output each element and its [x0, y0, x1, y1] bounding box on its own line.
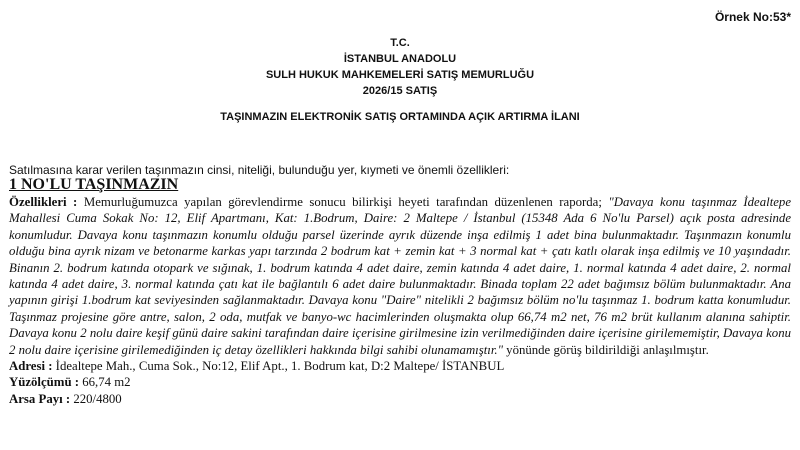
properties-label: Özellikleri : [9, 195, 78, 209]
example-number: Örnek No:53* [714, 10, 791, 24]
intro-text: Satılmasına karar verilen taşınmazın cinsi, niteliği, bulunduğu yer, kıymeti ve önemli özellikleri: [9, 163, 510, 177]
address-line [9, 358, 791, 374]
header-line-case: 2026/15 SATIŞ [362, 85, 438, 97]
area-value: 66,74 m2 [79, 375, 131, 390]
section-title: 1 NO'LU TAŞINMAZIN [9, 176, 179, 193]
properties-lead: Memurluğumuzca yapılan görevlendirme sonucu bilirkişi heyeti tarafından düzenlenen raporda; [77, 195, 609, 209]
document-body [9, 194, 791, 407]
area-line [9, 374, 791, 390]
land-share-line [9, 391, 791, 407]
header-line-istanbul: İSTANBUL ANADOLU [343, 53, 457, 65]
header-line-tc: T.C. [390, 37, 410, 49]
properties-tail: yönünde görüş bildirildiği anlaşılmıştır. [502, 342, 709, 357]
address-label: Adresi : [9, 359, 53, 374]
properties-quote: "Davaya konu taşınmaz İdealtepe Mahallesi Cuma Sokak No: 12, Elif Apartmanı, Kat: 1.Bodrum, Daire: 2 Maltepe / İstanbul (15348 Ada 6 No'lu Parsel) açık posta adresinde konumludur. Davaya konu taşınmazın konumlu olduğu parsel üzerinde ayrık düzende inşa edilmiş 1 adet bina bulunmaktadır. Taşınmazın konumlu olduğu bina ayrık nizam ve betonarme karkas yapı tarzında 2 bodrum kat + zemin kat + 3 normal kat + çatı katlı olarak inşa edilmiş ve 10 yaşındadır. Binanın 2. bodrum katında otopark ve sığınak, 1. bodrum katında 4 adet daire, zemin katında 4 adet daire, 1. normal katında 4 adet daire, 2. normal katında 4 adet daire, 3. normal katında çatı kat ile bağlantılı 6 adet daire bulunmaktadır. Binada toplam 22 adet bağımsız bölüm bulunmaktadır. Ana yapının girişi 1.bodrum kat seviyesinden sağlanmaktadır. Davaya konu "Daire" nitelikli 2 bağımsız bölüm no'lu taşınmaz 1. bodrum katta konumludur. Taşınmaz projesine göre antre, salon, 2 oda, mutfak ve banyo-wc hacimlerinden oluşmakta olup 66,74 m2 net, 76 m2 brüt kullanım alanına sahiptir. Davaya konu 2 nolu daire keşif günü daire sakini tarafından daire içerisine girilmesine izin verilmediğinden daire içerisine girilememiştir, Davaya konu 2 nolu daire içerisine girilemediğinden iç detay özellikleri hakkında bilgi sahibi olunamamıştır." [9, 195, 792, 357]
address-value: İdealtepe Mah., Cuma Sok., No:12, Elif Apt., 1. Bodrum kat, D:2 Maltepe/ İSTANBUL [52, 359, 505, 374]
notice-title: TAŞINMAZIN ELEKTRONİK SATIŞ ORTAMINDA AÇIK ARTIRMA İLANI [220, 111, 580, 123]
header-line-office: SULH HUKUK MAHKEMELERİ SATIŞ MEMURLUĞU [265, 69, 535, 81]
properties-paragraph [9, 194, 791, 358]
land-share-value: 220/4800 [70, 391, 122, 406]
area-label: Yüzölçümü : [9, 375, 80, 390]
land-share-label: Arsa Payı : [9, 391, 71, 406]
document-header [0, 35, 800, 99]
